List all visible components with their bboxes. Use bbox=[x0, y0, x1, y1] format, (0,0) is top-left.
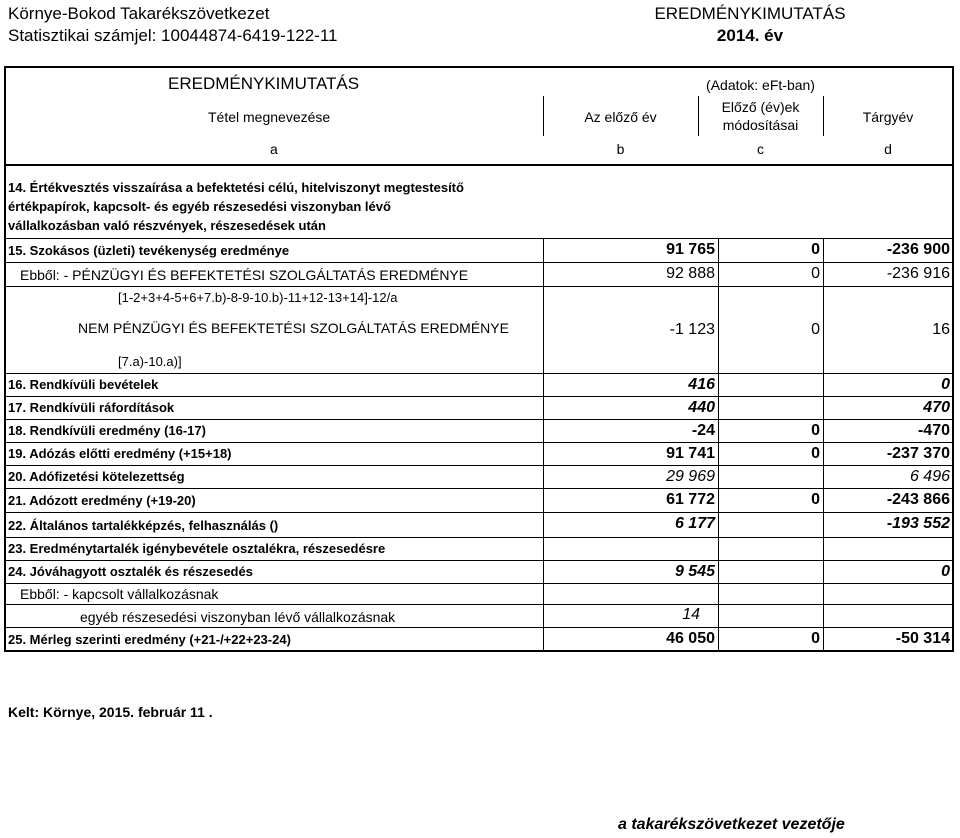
row-line bbox=[4, 488, 954, 489]
col-letter-a: a bbox=[270, 141, 278, 157]
row-19-mod: 0 bbox=[811, 445, 820, 462]
col-sep-2 bbox=[718, 238, 719, 650]
row-25-curr: -50 314 bbox=[895, 630, 950, 647]
row-line bbox=[4, 627, 954, 628]
row-16-prev: 416 bbox=[688, 376, 715, 393]
row-17-curr: 470 bbox=[923, 399, 950, 416]
row-15b-label: NEM PÉNZÜGYI ÉS BEFEKTETÉSI SZOLGÁLTATÁS EREDMÉNYE bbox=[78, 320, 509, 336]
row-line bbox=[4, 560, 954, 561]
row-23-label: 23. Eredménytartalék igénybevétele osztalékra, részesedésre bbox=[8, 541, 386, 556]
row-24a-label: Ebből: - kapcsolt vállalkozásnak bbox=[20, 586, 219, 602]
row-16-label: 16. Rendkívüli bevételek bbox=[8, 377, 159, 392]
row-line bbox=[4, 373, 954, 374]
row-19-prev: 91 741 bbox=[666, 445, 715, 462]
col-sep-3 bbox=[823, 238, 824, 650]
row-15b-prev: -1 123 bbox=[669, 321, 715, 338]
row-15a-prev: 92 888 bbox=[666, 265, 715, 282]
col-header-mod-1: Előző (év)ek bbox=[721, 99, 800, 115]
row-20-prev: 29 969 bbox=[666, 468, 715, 485]
row-line bbox=[4, 419, 954, 420]
row-15-prev: 91 765 bbox=[666, 241, 715, 258]
col-letter-b: b bbox=[616, 141, 625, 157]
row-15b-curr: 16 bbox=[932, 321, 950, 338]
row-22-curr: -193 552 bbox=[886, 515, 950, 532]
row-17-prev: 440 bbox=[688, 399, 715, 416]
row-21-label: 21. Adózott eredmény (+19-20) bbox=[8, 493, 196, 508]
statistical-number: Statisztikai számjel: 10044874-6419-122-11 bbox=[8, 26, 338, 45]
row-24-curr: 0 bbox=[941, 563, 950, 580]
row-15a-curr: -236 916 bbox=[886, 265, 950, 282]
row-15-mod: 0 bbox=[811, 241, 820, 258]
row-19-label: 19. Adózás előtti eredmény (+15+18) bbox=[8, 446, 232, 461]
row-18-curr: -470 bbox=[917, 422, 950, 439]
row-line bbox=[4, 604, 954, 605]
signature-caption: a takarékszövetkezet vezetője bbox=[618, 816, 845, 833]
row-18-mod: 0 bbox=[811, 422, 820, 439]
row-line bbox=[4, 537, 954, 538]
row-19-curr: -237 370 bbox=[886, 445, 950, 462]
col-sep-1 bbox=[543, 238, 544, 650]
row-line bbox=[4, 583, 954, 584]
row-17-label: 17. Rendkívüli ráfordítások bbox=[8, 400, 175, 415]
table-border-bottom bbox=[4, 650, 954, 652]
row-22-label: 22. Általános tartalékképzés, felhasználás () bbox=[8, 518, 279, 533]
row-14-label-3: vállalkozásban való részvények, részesedések után bbox=[8, 218, 326, 233]
col-header-mod-2: módosításai bbox=[722, 117, 799, 133]
row-16-curr: 0 bbox=[941, 376, 950, 393]
row-14-label-1: 14. Értékvesztés visszaírása a befektetési célú, hitelviszonyt megtestesítő bbox=[8, 180, 464, 195]
date-place: Kelt: Környe, 2015. február 11 . bbox=[8, 704, 213, 720]
row-20-curr: 6 496 bbox=[909, 468, 950, 485]
row-25-label: 25. Mérleg szerinti eredmény (+21-/+22+23-24) bbox=[8, 632, 291, 647]
row-24-prev: 9 545 bbox=[674, 563, 715, 580]
table-title: EREDMÉNYKIMUTATÁS bbox=[168, 74, 360, 93]
row-25-prev: 46 050 bbox=[666, 630, 715, 647]
organization-name: Környe-Bokod Takarékszövetkezet bbox=[8, 4, 270, 23]
row-line bbox=[4, 286, 954, 287]
col-header-current-year: Tárgyév bbox=[862, 109, 914, 125]
row-18-label: 18. Rendkívüli eredmény (16-17) bbox=[8, 423, 206, 438]
row-line bbox=[4, 465, 954, 466]
row-line bbox=[4, 262, 954, 263]
col-letter-d: d bbox=[884, 141, 892, 157]
row-line bbox=[4, 512, 954, 513]
row-14-label-2: értékpapírok, kapcsolt- és egyéb részesedési viszonyban lévő bbox=[8, 199, 391, 214]
row-15-label: 15. Szokásos (üzleti) tevékenység eredménye bbox=[8, 243, 290, 258]
row-15b-formula: [7.a)-10.a)] bbox=[118, 354, 182, 369]
col-header-prev-year: Az előző év bbox=[584, 109, 657, 125]
row-15a-formula: [1-2+3+4-5+6+7.b)-8-9-10.b)-11+12-13+14]-12/a bbox=[118, 290, 398, 305]
col-header-item: Tétel megnevezése bbox=[208, 109, 331, 125]
document-title: EREDMÉNYKIMUTATÁS bbox=[654, 4, 846, 23]
row-24b-prev: 14 bbox=[682, 606, 700, 623]
row-21-prev: 61 772 bbox=[666, 491, 715, 508]
row-line bbox=[4, 396, 954, 397]
row-20-label: 20. Adófizetési kötelezettség bbox=[8, 469, 185, 484]
row-21-curr: -243 866 bbox=[886, 491, 950, 508]
row-15-curr: -236 900 bbox=[886, 241, 950, 258]
row-18-prev: -24 bbox=[691, 422, 715, 439]
row-21-mod: 0 bbox=[811, 491, 820, 508]
row-15a-label: Ebből: - PÉNZÜGYI ÉS BEFEKTETÉSI SZOLGÁLTATÁS EREDMÉNYE bbox=[20, 267, 469, 283]
row-25-mod: 0 bbox=[811, 630, 820, 647]
row-15a-mod: 0 bbox=[811, 265, 820, 282]
table-border-left bbox=[4, 66, 6, 650]
row-22-prev: 6 177 bbox=[674, 515, 715, 532]
header-divider bbox=[4, 164, 954, 166]
report-year: 2014. év bbox=[716, 26, 784, 45]
col-letter-c: c bbox=[757, 141, 764, 157]
row-line bbox=[4, 442, 954, 443]
row-15b-mod: 0 bbox=[811, 321, 820, 338]
units-label: (Adatok: eFt-ban) bbox=[706, 77, 815, 93]
row-24b-label: egyéb részesedési viszonyban lévő vállalkozásnak bbox=[80, 609, 396, 625]
row-24-label: 24. Jóváhagyott osztalék és részesedés bbox=[8, 564, 253, 579]
row-line bbox=[4, 238, 954, 239]
table-border-top bbox=[4, 66, 954, 68]
